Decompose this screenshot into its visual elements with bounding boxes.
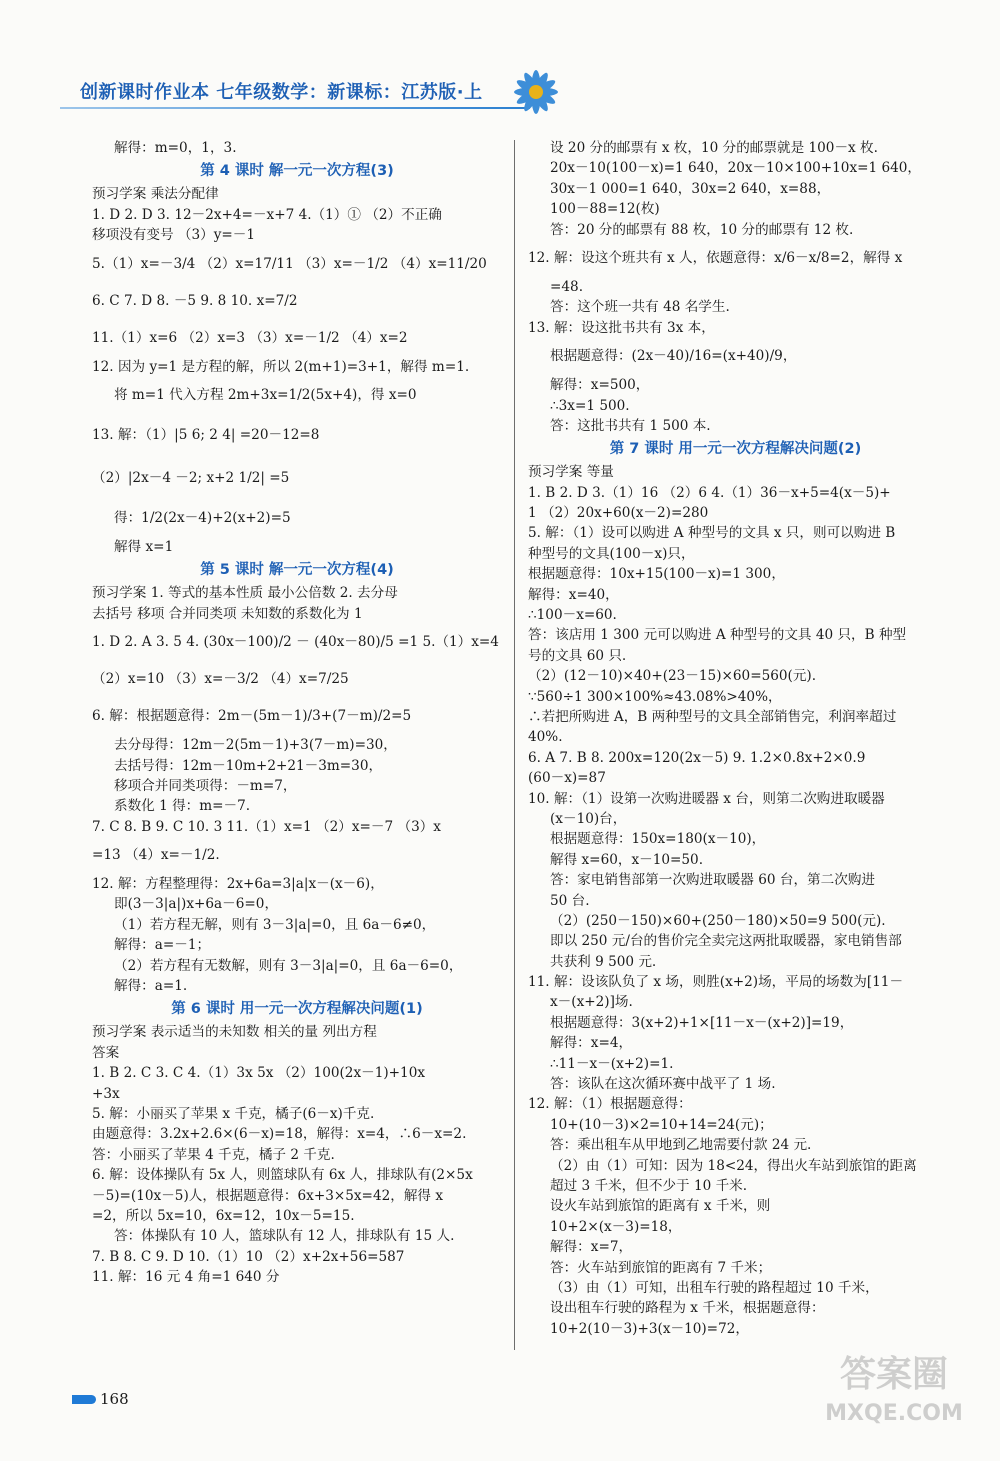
answer-line: 5.（1）x=－3/4 （2）x=17/11 （3）x=－1/2 （4）x=11/20 (92, 255, 487, 272)
answer-line: 100－88=12(枚) (550, 201, 660, 218)
answer-line: 1. B 2. D 3.（1）16 （2）6 4.（1）36－x+5=4(x－5)+ (528, 484, 891, 501)
answer-line: 答：这批书共有 1 500 本. (550, 417, 711, 434)
answer-line: 解得：m=0，1，3. (114, 140, 237, 156)
right-answer-column (528, 138, 943, 1339)
header-rule (60, 107, 530, 109)
answer-line: 10. 解：（1）设第一次购进暖器 x 台，则第二次购进取暖器 (528, 790, 885, 807)
answer-line: （1）若方程无解，则有 3－3|a|=0，且 6a－6≠0， (114, 916, 436, 933)
answer-line: 解得：x=4， (550, 1035, 633, 1052)
answer-line: 解得：a=－1； (114, 937, 211, 954)
answer-line: －5)=(10x－5)人，根据题意得：6x+3×5x=42，解得 x (92, 1187, 444, 1204)
answer-line: 50 台. (550, 892, 590, 909)
answer-line: ∴3x=1 500. (550, 397, 630, 414)
answer-line: 1. D 2. A 3. 5 4. (30x－100)/2 － (40x－80)/5 =1 5.（1）x=4 (92, 634, 499, 651)
answer-line: 1 （2）20x+60(x－2)=280 (528, 505, 709, 522)
answer-line: 由题意得：3.2x+2.6×(6－x)=18，解得：x=4，∴6－x=2. (92, 1126, 467, 1143)
answer-line: 13. 解：设这批书共有 3x 本， (528, 319, 715, 336)
answer-line: 7. B 8. C 9. D 10.（1）10 （2）x+2x+56=587 (92, 1248, 405, 1265)
answer-line: =2，所以 5x=10，6x=12，10x－5=15. (92, 1207, 355, 1224)
answer-line: 种型号的文具(100－x)只， (528, 545, 695, 562)
answer-line: ∵560÷1 300×100%≈43.08%>40%， (528, 688, 782, 705)
answer-line: 答：小丽买了苹果 4 千克，橘子 2 千克. (92, 1146, 335, 1163)
answer-line: 答：家电销售部第一次购进取暖器 60 台，第二次购进 (550, 872, 876, 889)
page-header-title: 创新课时作业本 七年级数学：新课标：江苏版·上 (80, 82, 483, 103)
answer-line: 解得：x=40， (528, 586, 619, 603)
answer-line: 解得：x=7， (550, 1239, 633, 1256)
answer-line: 10+2×(x－3)=18， (550, 1218, 682, 1235)
answer-line: 预习学案 等量 (528, 464, 614, 481)
answer-line: 移项合并同类项得：－m=7， (114, 777, 297, 794)
answer-line: 6. 解：根据题意得：2m－(5m－1)/3+(7－m)/2=5 (92, 708, 412, 725)
answer-line: +3x (92, 1085, 120, 1102)
watermark-logo (814, 1351, 974, 1443)
answer-line: 6. A 7. B 8. 200x=120(2x－5) 9. 1.2×0.8x+2×0.9 (528, 749, 866, 766)
answer-line: 答：该店用 1 300 元可以购进 A 种型号的文具 40 只，B 种型 (528, 627, 907, 644)
answer-line: 共获利 9 500 元. (550, 953, 657, 970)
answer-line: 11. 解：设该队负了 x 场，则胜(x+2)场，平局的场数为[11－ (528, 974, 904, 991)
watermark-line1: 答案圈 (839, 1354, 948, 1395)
answer-line: 6. C 7. D 8. －5 9. 8 10. x=7/2 (92, 292, 298, 309)
answer-line: (60－x)=87 (528, 770, 606, 787)
answer-line: （2）x=10 （3）x=－3/2 （4）x=7/25 (92, 671, 349, 688)
answer-line: =13 （4）x=－1/2. (92, 847, 220, 864)
answer-line: 11. 解：16 元 4 角=1 640 分 (92, 1269, 280, 1286)
answer-line: 根据题意得：(2x－40)/16=(x+40)/9， (550, 348, 797, 365)
answer-line: 7. C 8. B 9. C 10. 3 11.（1）x=1 （2）x=－7 （3）x (92, 818, 441, 835)
answer-line: 5. 解：小丽买了苹果 x 千克，橘子(6－x)千克. (92, 1105, 375, 1122)
answer-line: 答：20 分的邮票有 88 枚，10 分的邮票有 12 枚. (550, 221, 854, 238)
answer-line: 去括号得：12m－10m+2+21－3m=30， (114, 757, 383, 774)
watermark-line2: MXQE.COM (825, 1401, 963, 1426)
answer-line: 预习学案 乘法分配律 (92, 186, 219, 203)
answer-line: 答：火车站到旅馆的距离有 7 千米； (550, 1259, 772, 1276)
flower-decoration-icon (508, 64, 564, 120)
answer-line: 设 20 分的邮票有 x 枚，10 分的邮票就是 100－x 枚. (550, 140, 878, 156)
answer-line: 去括号 移项 合并同类项 未知数的系数化为 1 (92, 605, 363, 622)
answer-line: (x－10)台， (550, 810, 627, 827)
answer-line: 去分母得：12m－2(5m－1)+3(7－m)=30， (114, 737, 397, 754)
section-heading: 第 5 课时 解一元一次方程(4) (200, 562, 394, 579)
answer-line: 12. 解：方程整理得：2x+6a=3|a|x－(x－6)， (92, 876, 384, 893)
answer-line: 根据题意得：3(x+2)+1×[11－x－(x+2)]=19， (550, 1014, 854, 1031)
answer-line: 解得：x=500， (550, 377, 650, 394)
section-heading: 第 6 课时 用一元一次方程解决问题(1) (171, 1001, 423, 1018)
answer-line: 号的文具 60 只. (528, 647, 627, 664)
answer-line: 答：该队在这次循环赛中战平了 1 场. (550, 1076, 776, 1093)
answer-line: （3）由（1）可知，出租车行驶的路程超过 10 千米， (550, 1279, 879, 1296)
answer-line: （2）|2x－4 －2; x+2 1/2| =5 (92, 469, 290, 486)
page-number-marker (72, 1395, 96, 1404)
page-number: 168 (100, 1390, 129, 1408)
answer-line: 11.（1）x=6 （2）x=3 （3）x=－1/2 （4）x=2 (92, 329, 408, 346)
answer-line: 得：1/2(2x－4)+2(x+2)=5 (114, 509, 291, 526)
answer-line: 解得 x=60，x－10=50. (550, 851, 704, 868)
answer-line: 10+(10－3)×2=10+14=24(元)； (550, 1116, 773, 1133)
answer-line: ∴100－x=60. (528, 607, 617, 624)
answer-line: ∴11－x－(x+2)=1. (550, 1055, 674, 1072)
answer-line: 1. D 2. D 3. 12－2x+4=－x+7 4.（1）① （2）不正确 (92, 206, 442, 223)
answer-line: 6. 解：设体操队有 5x 人，则篮球队有 6x 人，排球队有(2×5x (92, 1167, 473, 1184)
section-heading: 第 7 课时 用一元一次方程解决问题(2) (609, 441, 862, 458)
answer-line: 答案 (92, 1044, 120, 1061)
answer-line: 即(3－3|a|)x+6a－6=0， (114, 896, 279, 913)
answer-line: 13. 解：（1）|5 6; 2 4| =20－12=8 (92, 426, 320, 443)
answer-line: （2）若方程有无数解，则有 3－3|a|=0，且 6a－6=0， (114, 957, 463, 974)
answer-line: 解得：a=1. (114, 978, 188, 995)
answer-line: x－(x+2)]场. (550, 994, 633, 1011)
answer-line: （2）(250－150)×60+(250－180)×50=9 500(元). (550, 912, 886, 929)
answer-line: 12. 解：设这个班共有 x 人，依题意得：x/6－x/8=2，解得 x (528, 249, 903, 266)
answer-line: （2）(12－10)×40+(23－15)×60=560(元). (528, 668, 817, 685)
answer-line: 根据题意得：150x=180(x－10)， (550, 831, 766, 848)
answer-line: 设火车站到旅馆的距离有 x 千米，则 (550, 1198, 771, 1215)
left-answer-column (92, 138, 502, 1288)
answer-line: 系数化 1 得：m=－7. (114, 798, 251, 815)
answer-line: 移项没有变号 （3）y=－1 (92, 227, 256, 244)
answer-line: 10+2(10－3)+3(x－10)=72， (550, 1320, 749, 1337)
answer-line: 答：体操队有 10 人，篮球队有 12 人，排球队有 15 人. (114, 1228, 455, 1245)
answer-line: 20x－10(100－x)=1 640，20x－10×100+10x=1 640， (550, 160, 922, 177)
answer-line: 解得 x=1 (114, 538, 174, 555)
answer-line: 预习学案 1. 等式的基本性质 最小公倍数 2. 去分母 (92, 585, 398, 602)
answer-line: 40%. (528, 729, 563, 746)
answer-line: =48. (550, 278, 584, 295)
answer-line: 12. 因为 y=1 是方程的解，所以 2(m+1)=3+1，解得 m=1. (92, 358, 470, 375)
answer-line: 将 m=1 代入方程 2m+3x=1/2(5x+4)，得 x=0 (114, 386, 417, 403)
answer-line: 预习学案 表示适当的未知数 相关的量 列出方程 (92, 1024, 377, 1041)
column-divider (514, 140, 515, 1350)
answer-line: （2）由（1）可知：因为 18<24，得出火车站到旅馆的距离 (550, 1157, 917, 1174)
answer-line: 1. B 2. C 3. C 4.（1）3x 5x （2）100(2x－1)+10x (92, 1065, 426, 1082)
answer-line: ∴若把所购进 A，B 两种型号的文具全部销售完，利润率超过 (528, 708, 897, 725)
answer-line: 答：这个班一共有 48 名学生. (550, 299, 730, 316)
answer-line: 答：乘出租车从甲地到乙地需要付款 24 元. (550, 1137, 812, 1154)
answer-line: 根据题意得：10x+15(100－x)=1 300， (528, 566, 785, 583)
answer-line: 超过 3 千米，但不少于 10 千米. (550, 1177, 748, 1194)
answer-line: 5. 解：（1）设可以购进 A 种型号的文具 x 只，则可以购进 B (528, 525, 896, 542)
answer-line: 设出租车行驶的路程为 x 千米，根据题意得： (550, 1300, 825, 1317)
answer-line: 12. 解：（1）根据题意得： (528, 1096, 692, 1113)
answer-line: 30x－1 000=1 640，30x=2 640，x=88， (550, 180, 831, 197)
section-heading: 第 4 课时 解一元一次方程(3) (200, 163, 394, 180)
answer-line: 即以 250 元/台的售价完全卖完这两批取暖器，家电销售部 (550, 933, 902, 950)
